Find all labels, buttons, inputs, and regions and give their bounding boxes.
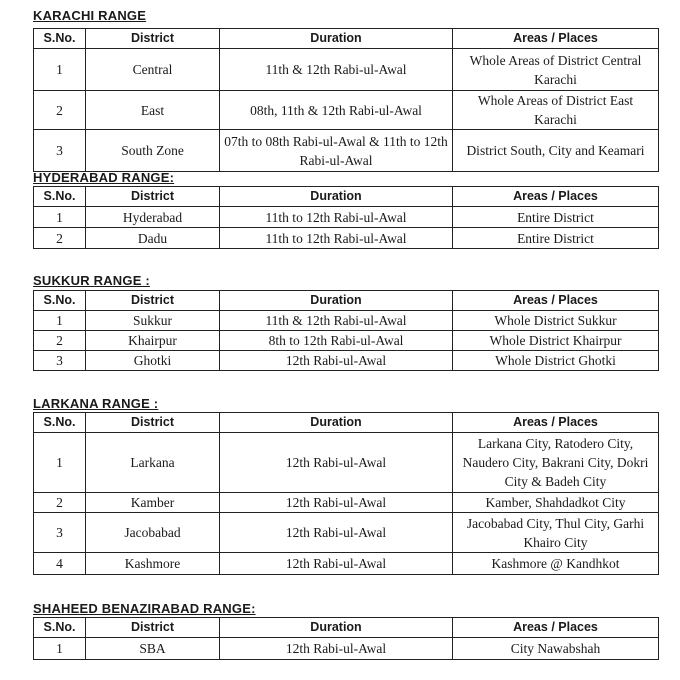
table-header-row	[34, 29, 659, 49]
range-title-larkana: LARKANA RANGE :	[33, 396, 159, 411]
cell-sno: 3	[34, 130, 86, 172]
range-table-larkana	[33, 412, 659, 575]
cell-district: SBA	[86, 638, 220, 660]
table-header-row	[34, 291, 659, 311]
table-row	[34, 130, 659, 172]
table-row	[34, 351, 659, 371]
header-district: District	[86, 413, 220, 433]
range-table-shaheed-benazirabad	[33, 617, 659, 660]
cell-areas: Whole District Khairpur	[453, 331, 659, 351]
header-district: District	[86, 291, 220, 311]
cell-areas: Jacobabad City, Thul City, Garhi Khairo City	[453, 513, 659, 553]
cell-sno: 2	[34, 91, 86, 130]
header-areas: Areas / Places	[453, 29, 659, 49]
cell-district: Khairpur	[86, 331, 220, 351]
cell-areas: District South, City and Keamari	[453, 130, 659, 172]
cell-duration: 8th to 12th Rabi-ul-Awal	[220, 331, 453, 351]
cell-sno: 1	[34, 49, 86, 91]
header-district: District	[86, 187, 220, 207]
range-table-hyderabad	[33, 186, 659, 249]
header-sno: S.No.	[34, 187, 86, 207]
range-title-shaheed-benazirabad: SHAHEED BENAZIRABAD RANGE:	[33, 601, 256, 616]
cell-district: Dadu	[86, 228, 220, 249]
table-header-row	[34, 187, 659, 207]
cell-sno: 1	[34, 433, 86, 493]
header-areas: Areas / Places	[453, 413, 659, 433]
table-row	[34, 493, 659, 513]
cell-sno: 1	[34, 311, 86, 331]
cell-district: Sukkur	[86, 311, 220, 331]
cell-areas: Whole Areas of District East Karachi	[453, 91, 659, 130]
cell-sno: 3	[34, 351, 86, 371]
range-table-sukkur	[33, 290, 659, 371]
cell-areas: Kashmore @ Kandhkot	[453, 553, 659, 575]
table-row	[34, 331, 659, 351]
header-district: District	[86, 618, 220, 638]
header-areas: Areas / Places	[453, 618, 659, 638]
cell-duration: 11th & 12th Rabi-ul-Awal	[220, 311, 453, 331]
cell-areas: Entire District	[453, 207, 659, 228]
header-sno: S.No.	[34, 618, 86, 638]
cell-duration: 12th Rabi-ul-Awal	[220, 638, 453, 660]
cell-areas: Whole Areas of District Central Karachi	[453, 49, 659, 91]
cell-sno: 4	[34, 553, 86, 575]
range-title-karachi: KARACHI RANGE	[33, 8, 147, 23]
cell-district: Central	[86, 49, 220, 91]
cell-sno: 2	[34, 228, 86, 249]
header-duration: Duration	[220, 29, 453, 49]
table-row	[34, 638, 659, 660]
cell-sno: 3	[34, 513, 86, 553]
range-title-sukkur: SUKKUR RANGE :	[33, 273, 150, 288]
cell-areas: Whole District Sukkur	[453, 311, 659, 331]
cell-duration: 12th Rabi-ul-Awal	[220, 493, 453, 513]
cell-duration: 11th to 12th Rabi-ul-Awal	[220, 207, 453, 228]
cell-district: Larkana	[86, 433, 220, 493]
table-row	[34, 91, 659, 130]
cell-areas: Kamber, Shahdadkot City	[453, 493, 659, 513]
table-row	[34, 553, 659, 575]
table-row	[34, 207, 659, 228]
cell-areas: Larkana City, Ratodero City, Naudero City, Bakrani City, Dokri City & Badeh City	[453, 433, 659, 493]
cell-duration: 12th Rabi-ul-Awal	[220, 513, 453, 553]
cell-areas: Whole District Ghotki	[453, 351, 659, 371]
cell-sno: 1	[34, 638, 86, 660]
table-row	[34, 433, 659, 493]
cell-district: East	[86, 91, 220, 130]
header-duration: Duration	[220, 618, 453, 638]
cell-duration: 12th Rabi-ul-Awal	[220, 351, 453, 371]
header-areas: Areas / Places	[453, 291, 659, 311]
cell-duration: 12th Rabi-ul-Awal	[220, 553, 453, 575]
cell-district: Kashmore	[86, 553, 220, 575]
cell-areas: Entire District	[453, 228, 659, 249]
cell-areas: City Nawabshah	[453, 638, 659, 660]
cell-duration: 11th & 12th Rabi-ul-Awal	[220, 49, 453, 91]
header-duration: Duration	[220, 413, 453, 433]
range-title-hyderabad: HYDERABAD RANGE:	[33, 170, 175, 185]
cell-district: Kamber	[86, 493, 220, 513]
table-header-row	[34, 618, 659, 638]
cell-duration: 11th to 12th Rabi-ul-Awal	[220, 228, 453, 249]
header-sno: S.No.	[34, 413, 86, 433]
header-duration: Duration	[220, 187, 453, 207]
cell-district: Hyderabad	[86, 207, 220, 228]
header-district: District	[86, 29, 220, 49]
cell-duration: 07th to 08th Rabi-ul-Awal & 11th to 12th Rabi-ul-Awal	[220, 130, 453, 172]
cell-sno: 2	[34, 331, 86, 351]
cell-duration: 08th, 11th & 12th Rabi-ul-Awal	[220, 91, 453, 130]
table-header-row	[34, 413, 659, 433]
table-row	[34, 513, 659, 553]
cell-duration: 12th Rabi-ul-Awal	[220, 433, 453, 493]
cell-sno: 2	[34, 493, 86, 513]
header-sno: S.No.	[34, 29, 86, 49]
cell-district: Ghotki	[86, 351, 220, 371]
cell-sno: 1	[34, 207, 86, 228]
header-areas: Areas / Places	[453, 187, 659, 207]
header-duration: Duration	[220, 291, 453, 311]
table-row	[34, 228, 659, 249]
table-row	[34, 311, 659, 331]
table-row	[34, 49, 659, 91]
range-table-karachi	[33, 28, 659, 172]
cell-district: Jacobabad	[86, 513, 220, 553]
cell-district: South Zone	[86, 130, 220, 172]
header-sno: S.No.	[34, 291, 86, 311]
